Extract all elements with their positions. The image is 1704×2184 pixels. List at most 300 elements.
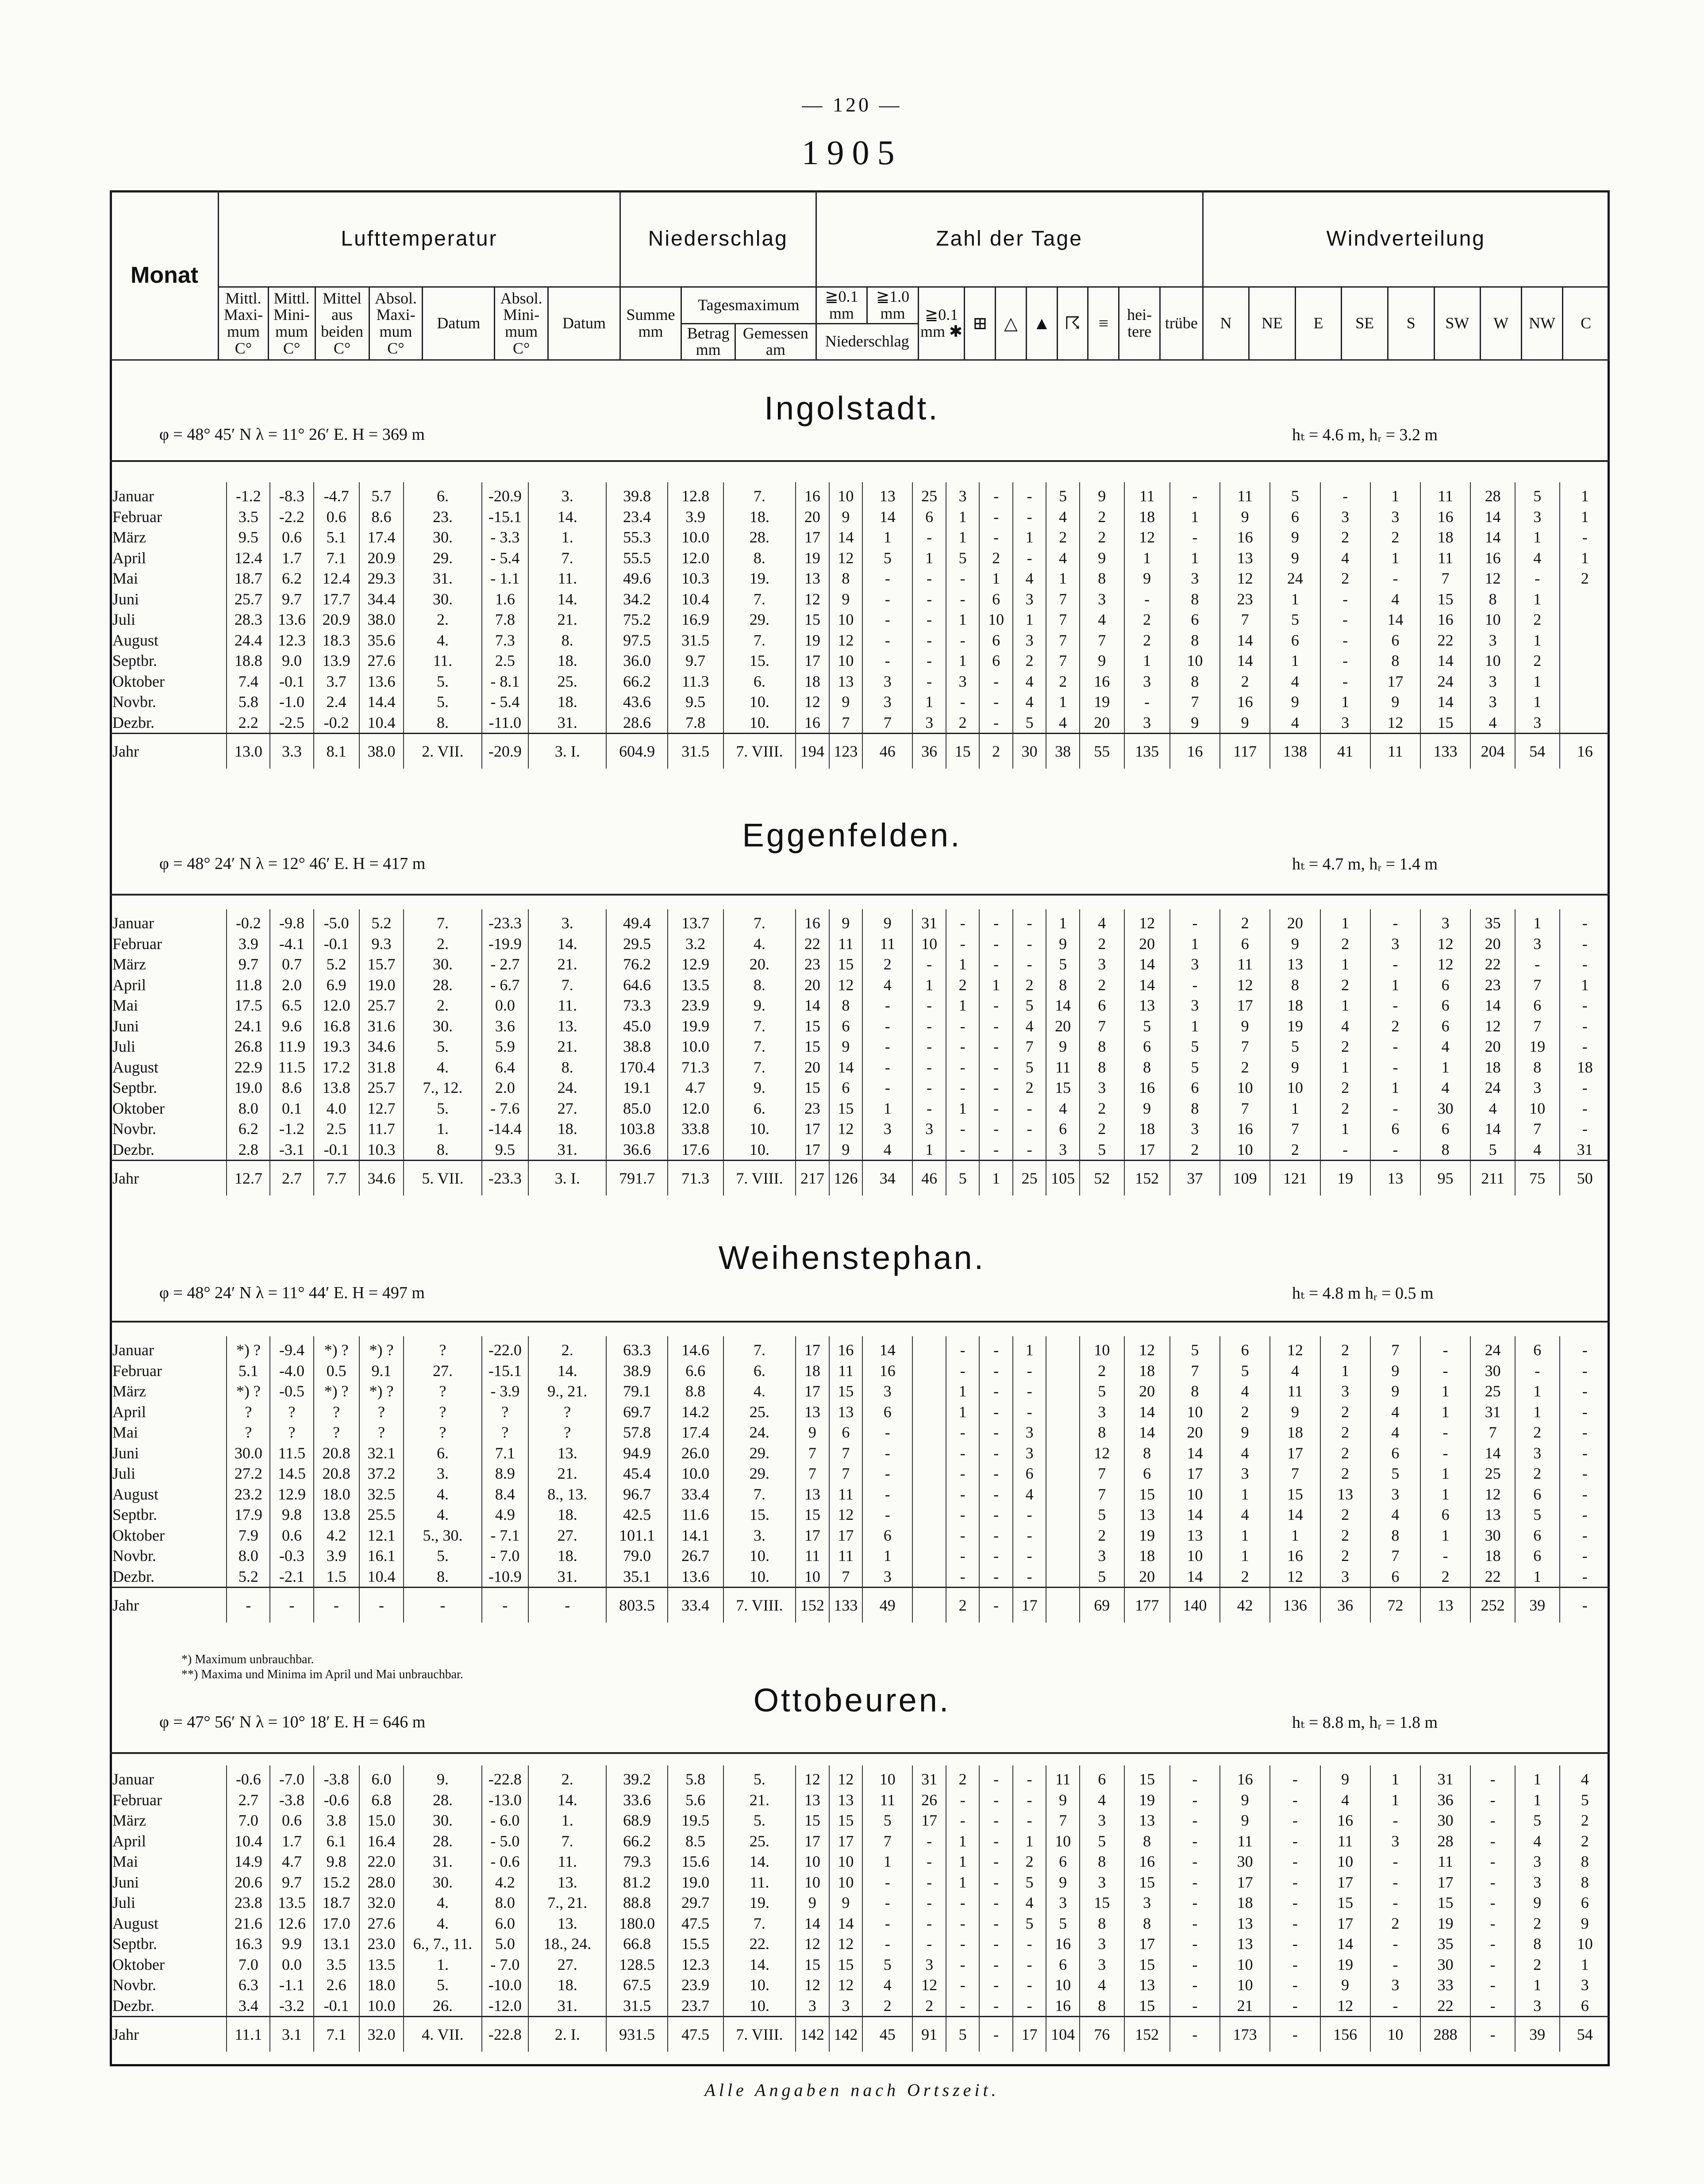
table-cell: - [912,1892,946,1913]
table-cell: - [979,527,1013,548]
table-cell: ? [227,1402,270,1423]
table-cell: 7 [1270,1463,1320,1484]
month-label: Mai [112,1853,138,1871]
table-row [110,975,1610,996]
table-cell: - [862,1484,912,1505]
table-cell: 5 [1080,1381,1124,1402]
table-cell: 30 [1013,734,1046,769]
table-cell: 12 [1420,934,1470,954]
table-cell: - [946,1566,980,1588]
table-cell: 12.6 [270,1913,313,1934]
table-cell: 10 [1370,2017,1420,2052]
table-cell: - [270,1588,313,1623]
table-cell: 4 [1013,671,1046,692]
table-cell: 217 [796,1161,829,1196]
table-cell: 14. [528,589,606,610]
table-cell: 8 [1170,671,1220,692]
col-n01: ≧0.1 mm [816,287,867,324]
table-cell: ? [404,1422,481,1443]
table-cell: 1 [1515,1975,1560,1996]
table-cell: 7 [1370,1336,1420,1361]
table-cell: 7 [1046,589,1080,610]
table-cell: 6 [1046,1119,1080,1139]
table-cell: 18.8 [227,650,270,671]
table-cell: - 0.6 [482,1851,529,1872]
table-cell: 5 [946,2017,980,2052]
table-cell: 4. [404,630,481,651]
table-cell: 19.0 [359,975,404,996]
table-cell: 4 [1515,1831,1560,1852]
footnote: *) Maximum unbrauchbar. [181,1653,314,1666]
table-cell: 170.4 [606,1057,667,1078]
table-cell: 8 [1124,1913,1170,1934]
table-cell: 4 [1013,1484,1046,1505]
table-cell: 33 [1420,1975,1470,1996]
table-cell: - [1560,1098,1610,1119]
table-cell: 1 [1420,1525,1470,1546]
table-cell: 3 [862,692,912,712]
table-cell: 1 [1013,1831,1046,1852]
table-cell: 12.0 [668,548,723,569]
table-cell: - [1013,909,1046,934]
table-cell: 3 [1124,1892,1170,1913]
table-cell: 10 [796,1872,829,1893]
table-cell: 14 [1220,650,1270,671]
table-cell: 1 [1420,1463,1470,1484]
table-cell: 76 [1080,2017,1124,2052]
table-cell: - [979,671,1013,692]
table-cell: 15 [796,1016,829,1037]
month-label: Septbr. [112,1079,158,1097]
table-cell: 17 [796,1119,829,1139]
table-cell: 2 [1080,507,1124,527]
table-row [110,630,1610,651]
table-cell: 5 [1080,1139,1124,1161]
table-cell: 7.1 [482,1443,529,1464]
table-cell: 3.3 [270,734,313,769]
table-cell: -15.1 [482,1361,529,1381]
table-cell: 1 [1170,548,1220,569]
table-cell: - [1170,1765,1220,1790]
table-cell: 3. I. [528,734,606,769]
table-cell: 18 [1560,1057,1610,1078]
table-cell: 8.4 [482,1484,529,1505]
table-cell: 10 [1470,650,1515,671]
table-cell: - [1470,1872,1515,1893]
table-cell: 6 [1420,1016,1470,1037]
table-cell: 12 [1470,1016,1515,1037]
table-cell: - [1270,1892,1320,1913]
table-cell: 1 [1270,1098,1320,1119]
table-cell: 15 [796,1036,829,1057]
table-cell: 4 [1370,1422,1420,1443]
table-cell: 30. [404,1872,481,1893]
table-cell: 0.6 [270,527,313,548]
table-cell: 2 [1320,1525,1370,1546]
table-cell: - [1320,482,1370,507]
table-cell: -22.8 [482,1765,529,1790]
table-cell: - [1370,1872,1420,1893]
table-cell: 7. [723,1336,796,1361]
table-cell: 1 [1560,1954,1610,1975]
table-cell: 4 [1270,712,1320,734]
table-cell: 18.0 [314,1484,359,1505]
table-cell: - [1560,1504,1610,1525]
table-cell: - [1270,2017,1320,2052]
table-cell: ? [227,1422,270,1443]
table-cell: 9 [1220,507,1270,527]
table-cell: 12.3 [270,630,313,651]
table-cell: 69 [1080,1588,1124,1623]
table-cell: - [1013,1975,1046,1996]
col-wind-ne: NE [1249,287,1296,360]
table-cell: 3 [862,1381,912,1402]
table-cell: 20.9 [314,609,359,630]
table-cell: 10 [829,482,863,507]
table-cell: - [979,1790,1013,1811]
table-cell: 7 [796,1443,829,1464]
table-cell: 20 [1124,1381,1170,1402]
month-label: Novbr. [112,1120,156,1138]
table-cell: 15 [829,954,863,975]
table-cell: 15 [1124,1872,1170,1893]
table-cell: - [1560,1336,1610,1361]
table-cell: - [1470,1790,1515,1811]
station-heights: hₜ = 4.7 m, hᵣ = 1.4 m [1292,855,1438,873]
col-wind-sw: SW [1434,287,1481,360]
table-cell: 16 [1046,1934,1080,1954]
table-cell: 31. [528,712,606,734]
table-cell: -22.0 [482,1336,529,1361]
table-cell: 2 [1080,1098,1124,1119]
table-row-jahr [110,1161,1610,1196]
table-cell: -9.4 [270,1336,313,1361]
table-cell: - 6.0 [482,1810,529,1831]
table-cell: 9 [829,1036,863,1057]
month-label: Juli [112,1038,136,1056]
table-cell: 931.5 [606,2017,667,2052]
table-cell: 31.6 [359,1016,404,1037]
table-cell: 11. [528,1851,606,1872]
table-cell: - [979,934,1013,954]
table-cell: 15 [796,609,829,630]
table-cell [912,1402,946,1423]
table-cell: 4 [1560,1765,1610,1790]
table-cell: 6 [1124,1463,1170,1484]
month-label: Mai [112,569,138,588]
table-cell: 22 [1470,1566,1515,1588]
table-cell: 10 [1170,1484,1220,1505]
table-cell: 604.9 [606,734,667,769]
table-cell: 17.2 [314,1057,359,1078]
table-cell: 18 [1470,1057,1515,1078]
col-summe: Summe mm [620,287,681,360]
table-cell: 17 [796,1336,829,1361]
table-cell: 8 [1124,1831,1170,1852]
table-cell: ? [404,1336,481,1361]
table-cell: - [1560,995,1610,1016]
table-cell: 4.7 [668,1077,723,1098]
table-cell: 138 [1270,734,1320,769]
table-cell: 9.7 [270,589,313,610]
table-cell: -3.1 [270,1139,313,1161]
table-cell: 16.9 [668,609,723,630]
col-datum-min: Datum [548,287,620,360]
table-cell: - [1470,1996,1515,2017]
table-cell: 12 [796,1975,829,1996]
table-cell: 3 [1370,1831,1420,1852]
table-cell: 7.0 [227,1954,270,1975]
table-cell: 13 [1124,995,1170,1016]
table-cell: 31.5 [668,734,723,769]
table-cell: 5 [1270,1036,1320,1057]
table-cell: -1.2 [227,482,270,507]
table-cell: 2 [1124,630,1170,651]
table-cell: 2 [1320,1077,1370,1098]
table-cell: 9 [1270,527,1320,548]
table-cell: - [1170,909,1220,934]
table-cell: 31 [1560,1139,1610,1161]
table-cell: 5 [1170,1036,1220,1057]
table-cell [1046,1443,1080,1464]
table-cell: 11 [1220,1831,1270,1852]
table-cell: 8. [404,1566,481,1588]
table-cell: 16.1 [359,1546,404,1566]
table-row [110,1872,1610,1893]
table-cell: 2 [1220,1057,1270,1078]
table-cell: 13 [1124,1504,1170,1525]
table-cell: - [1013,1546,1046,1566]
table-cell: 17 [796,1525,829,1546]
table-cell: *) ? [314,1381,359,1402]
table-row [110,1463,1610,1484]
table-cell: 2 [1370,527,1420,548]
table-cell: - [862,1463,912,1484]
month-label: März [112,955,146,973]
table-cell: 8.8 [668,1381,723,1402]
table-cell: - [1470,1975,1515,1996]
table-cell: 3 [1046,1892,1080,1913]
table-cell: - [1370,995,1420,1016]
table-cell: 34.6 [359,1161,404,1196]
table-row [110,712,1610,734]
table-cell: 71.3 [668,1161,723,1196]
table-cell: 24.1 [227,1016,270,1037]
table-cell: 1.5 [314,1566,359,1588]
table-cell [1046,1463,1080,1484]
table-cell: - [862,995,912,1016]
table-cell [1046,1566,1080,1588]
table-cell: - [1515,1361,1560,1381]
table-cell: 4.2 [314,1525,359,1546]
table-cell: 9. [723,995,796,1016]
table-cell: 3.9 [227,934,270,954]
table-cell: 1 [1420,1381,1470,1402]
table-cell [1046,1484,1080,1505]
table-cell: 8 [1080,1913,1124,1934]
table-cell: 2 [1515,1463,1560,1484]
month-label: Oktober [112,1955,165,1973]
table-cell: 2 [1013,975,1046,996]
col-wind-se: SE [1342,287,1388,360]
table-cell [1046,1525,1080,1546]
table-cell: 23. [404,507,481,527]
table-cell: 18 [796,671,829,692]
nebel-icon: ≡ [1088,287,1119,360]
table-cell: 7.8 [668,712,723,734]
table-cell: 15 [1046,1077,1080,1098]
table-cell: - [1013,1504,1046,1525]
col-betrag: Betrag mm [681,323,735,360]
table-cell: 17 [1013,1588,1046,1623]
table-row [110,1098,1610,1119]
table-cell: - [1013,1361,1046,1381]
table-cell: 19.5 [668,1810,723,1831]
table-cell: 133 [1420,734,1470,769]
table-cell: 16 [1220,527,1270,548]
table-row [110,1913,1610,1934]
table-cell: 11 [1046,1057,1080,1078]
table-cell: 7 [1220,1098,1270,1119]
table-cell: 1 [1515,692,1560,712]
table-cell: - 7.0 [482,1954,529,1975]
table-row [110,1381,1610,1402]
table-cell: - [1470,1934,1515,1954]
month-label: Februar [112,934,162,953]
table-cell: ? [359,1422,404,1443]
table-cell: 28.0 [359,1872,404,1893]
table-cell: 15 [796,1077,829,1098]
table-cell: 9 [1270,1402,1320,1423]
table-cell: 31 [1470,1402,1515,1423]
table-cell: 17 [1320,1913,1370,1934]
table-cell: 9 [1515,1892,1560,1913]
table-cell: 4 [1370,1504,1420,1525]
table-cell: 13. [528,1913,606,1934]
table-cell: 32.0 [359,1892,404,1913]
table-cell: 7 [1046,1810,1080,1831]
table-cell: - [862,1892,912,1913]
month-label: Jahr [110,734,227,769]
col-wind-n: N [1203,287,1249,360]
table-cell: 30 [1220,1851,1270,1872]
table-cell: 11. [404,650,481,671]
table-cell: - [946,1934,980,1954]
table-cell: - 7.0 [482,1546,529,1566]
col-niederschlag-days: Niederschlag [816,323,918,360]
table-cell: - 5.0 [482,1831,529,1852]
table-cell: 6 [1515,1484,1560,1505]
month-label: Jahr [110,1588,227,1623]
table-cell: 3 [1470,671,1515,692]
table-cell: 6 [1420,1119,1470,1139]
table-cell: 14 [829,527,863,548]
table-row [110,1402,1610,1423]
table-cell: -5.0 [314,909,359,934]
table-cell: 3 [1080,589,1124,610]
table-cell: 6 [1270,507,1320,527]
table-cell: 7.1 [314,548,359,569]
table-cell: 12 [1420,954,1470,975]
table-cell: 8 [1080,1036,1124,1057]
table-cell: 54 [1515,734,1560,769]
table-cell: 12 [829,1119,863,1139]
table-row [110,650,1610,671]
table-cell [1560,630,1610,651]
month-label: August [112,631,159,649]
table-cell: - [1320,671,1370,692]
table-cell: 8. [528,630,606,651]
table-cell: 0.0 [482,995,529,1016]
table-cell: 14 [1220,630,1270,651]
table-cell: - [1370,1057,1420,1078]
col-n10: ≧1.0 mm [867,287,919,324]
table-cell [1560,609,1610,630]
table-cell: 2 [1515,609,1560,630]
table-cell: 13.6 [359,671,404,692]
table-cell: 11 [1270,1381,1320,1402]
table-cell: 15.0 [359,1810,404,1831]
table-cell [912,1336,946,1361]
table-cell: 1 [1515,909,1560,934]
table-cell: - [979,2017,1013,2052]
table-cell: 12 [1124,1336,1170,1361]
table-cell: 5.0 [482,1934,529,1954]
table-cell: *) ? [227,1336,270,1361]
table-cell: 5 [1046,1913,1080,1934]
table-cell: 7. [723,1016,796,1037]
table-cell: 2 [1320,1402,1370,1423]
table-cell: 3.4 [227,1996,270,2017]
table-cell: - [1470,1810,1515,1831]
month-label: August [112,1914,159,1932]
table-cell: 9 [796,1892,829,1913]
month-label: Oktober [112,1099,165,1117]
table-cell: 5 [862,1810,912,1831]
header-lufttemperatur: Lufttemperatur [219,191,620,287]
table-cell: 12 [1220,975,1270,996]
table-cell: 5.7 [359,482,404,507]
table-cell: 46 [912,1161,946,1196]
table-cell: 12 [1220,568,1270,589]
table-cell: 9 [1370,692,1420,712]
table-cell: -4.0 [270,1361,313,1381]
table-cell: 7 [1270,1119,1320,1139]
table-cell [1560,712,1610,734]
table-cell: 11.5 [270,1057,313,1078]
table-cell: 1 [912,548,946,569]
table-cell: 7., 21. [528,1892,606,1913]
table-cell: 13 [829,1402,863,1423]
table-cell: 1 [1220,1525,1270,1546]
table-cell: 13 [1124,1975,1170,1996]
table-cell: 10 [1170,1402,1220,1423]
table-cell: 9. [404,1765,481,1790]
table-cell: 8 [829,568,863,589]
table-cell: 1 [1515,1402,1560,1423]
table-cell: 8 [1560,1851,1610,1872]
table-cell: 1 [946,1402,980,1423]
table-cell: - [946,1525,980,1546]
table-cell: - [1560,1546,1610,1566]
table-cell: 30. [404,954,481,975]
table-cell: 3 [1370,1484,1420,1505]
table-cell: 152 [796,1588,829,1623]
table-cell: - [946,1443,980,1464]
table-cell: 47.5 [668,1913,723,1934]
table-cell: 152 [1124,1161,1170,1196]
table-cell: 19. [723,1892,796,1913]
